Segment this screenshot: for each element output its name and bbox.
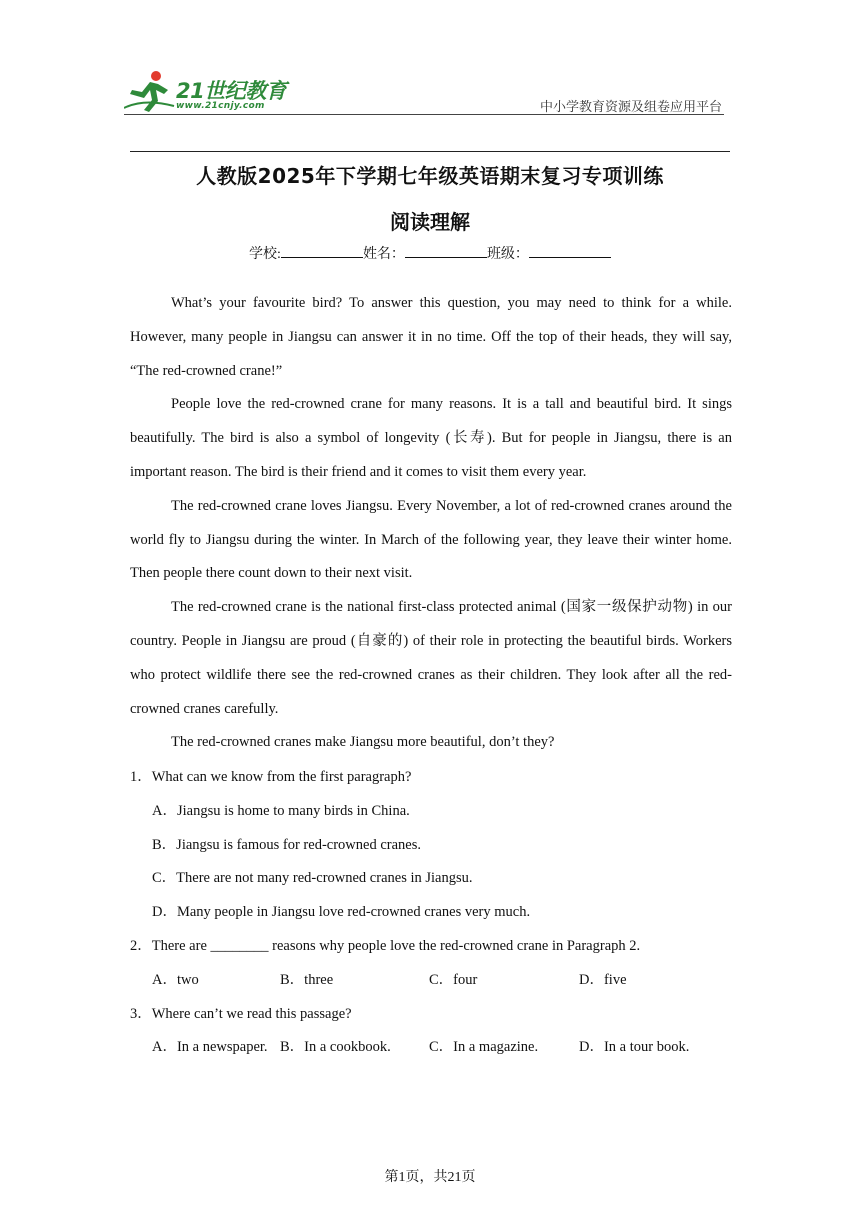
answer-option: D．In a tour book. [579,1039,690,1056]
platform-label: 中小学教育资源及组卷应用平台 [539,99,722,114]
question-stem: 3．Where can’t we read this passage? [130,1005,352,1022]
question-list [130,761,732,1065]
question-stem: 1．What can we know from the first paragraph? [130,769,412,785]
paragraph: The red-crowned crane is the national first-class protected animal (国家一级保护动物) in our country. People in Jiangsu are proud (自豪的) of their role in protecting the beautiful birds. Workers who protect wildlife there see the red-crowned cranes as their children. They look after all the red-crowned cranes carefully. [130,599,732,717]
name-blank [405,244,487,258]
answer-option: B．three [280,971,334,988]
school-label: 学校: [249,247,281,262]
option-row [130,1031,732,1065]
question-stem: 2．There are ________ reasons why people love the red-crowned crane in Paragraph 2. [130,937,641,954]
answer-option: A．two [152,971,199,988]
answer-option: C．four [429,971,478,988]
student-info [0,243,860,263]
school-blank [281,244,363,258]
paragraph: The red-crowned cranes make Jiangsu more beautiful, don’t they? [171,734,555,751]
runner-logo-icon [124,68,176,114]
answer-option: A．In a newspaper. [152,1039,268,1056]
class-label: 班级： [486,247,529,262]
page-title: 人教版2025年下学期七年级英语期末复习专项训练 [196,164,664,188]
answer-option: A．Jiangsu is home to many birds in China. [152,802,410,819]
answer-option: C．There are not many red-crowned cranes in Jiangsu. [152,870,473,887]
reading-passage [130,287,732,760]
logo-url: www.21cnjy.com [176,101,265,111]
paragraph: People love the red-crowned crane for many reasons. It is a tall and beautiful bird. It sings beautifully. The bird is also a symbol of longevity (长寿). But for people in Jiangsu, there is an important reason. The bird is their friend and it comes to visit them every year. [130,396,732,480]
option-row [130,964,732,998]
section-subtitle: 阅读理解 [390,210,470,234]
answer-option: B．Jiangsu is famous for red-crowned cranes. [152,836,421,853]
title-divider [130,151,730,152]
answer-option: B．In a cookbook. [280,1039,391,1056]
paragraph: The red-crowned crane loves Jiangsu. Every November, a lot of red-crowned cranes around the world fly to Jiangsu during the winter. In March of the following year, they leave their winter home. Then people there count down to their next visit. [130,497,732,582]
header-divider [124,114,724,115]
name-label: 姓名： [362,247,405,262]
answer-option: D．Many people in Jiangsu love red-crowned cranes very much. [152,904,531,921]
answer-option: D．five [579,971,627,988]
page-number: 第1页，共21页 [384,1170,476,1185]
class-blank [529,244,611,258]
logo [124,68,294,114]
logo-text: 21世纪教育 [176,79,287,103]
paragraph: What’s your favourite bird? To answer this question, you may need to think for a while. However, many people in Jiangsu can answer it in no time. Off the top of their heads, they will say, “The red-crowned crane!” [130,295,732,379]
answer-option: C．In a magazine. [429,1039,539,1056]
